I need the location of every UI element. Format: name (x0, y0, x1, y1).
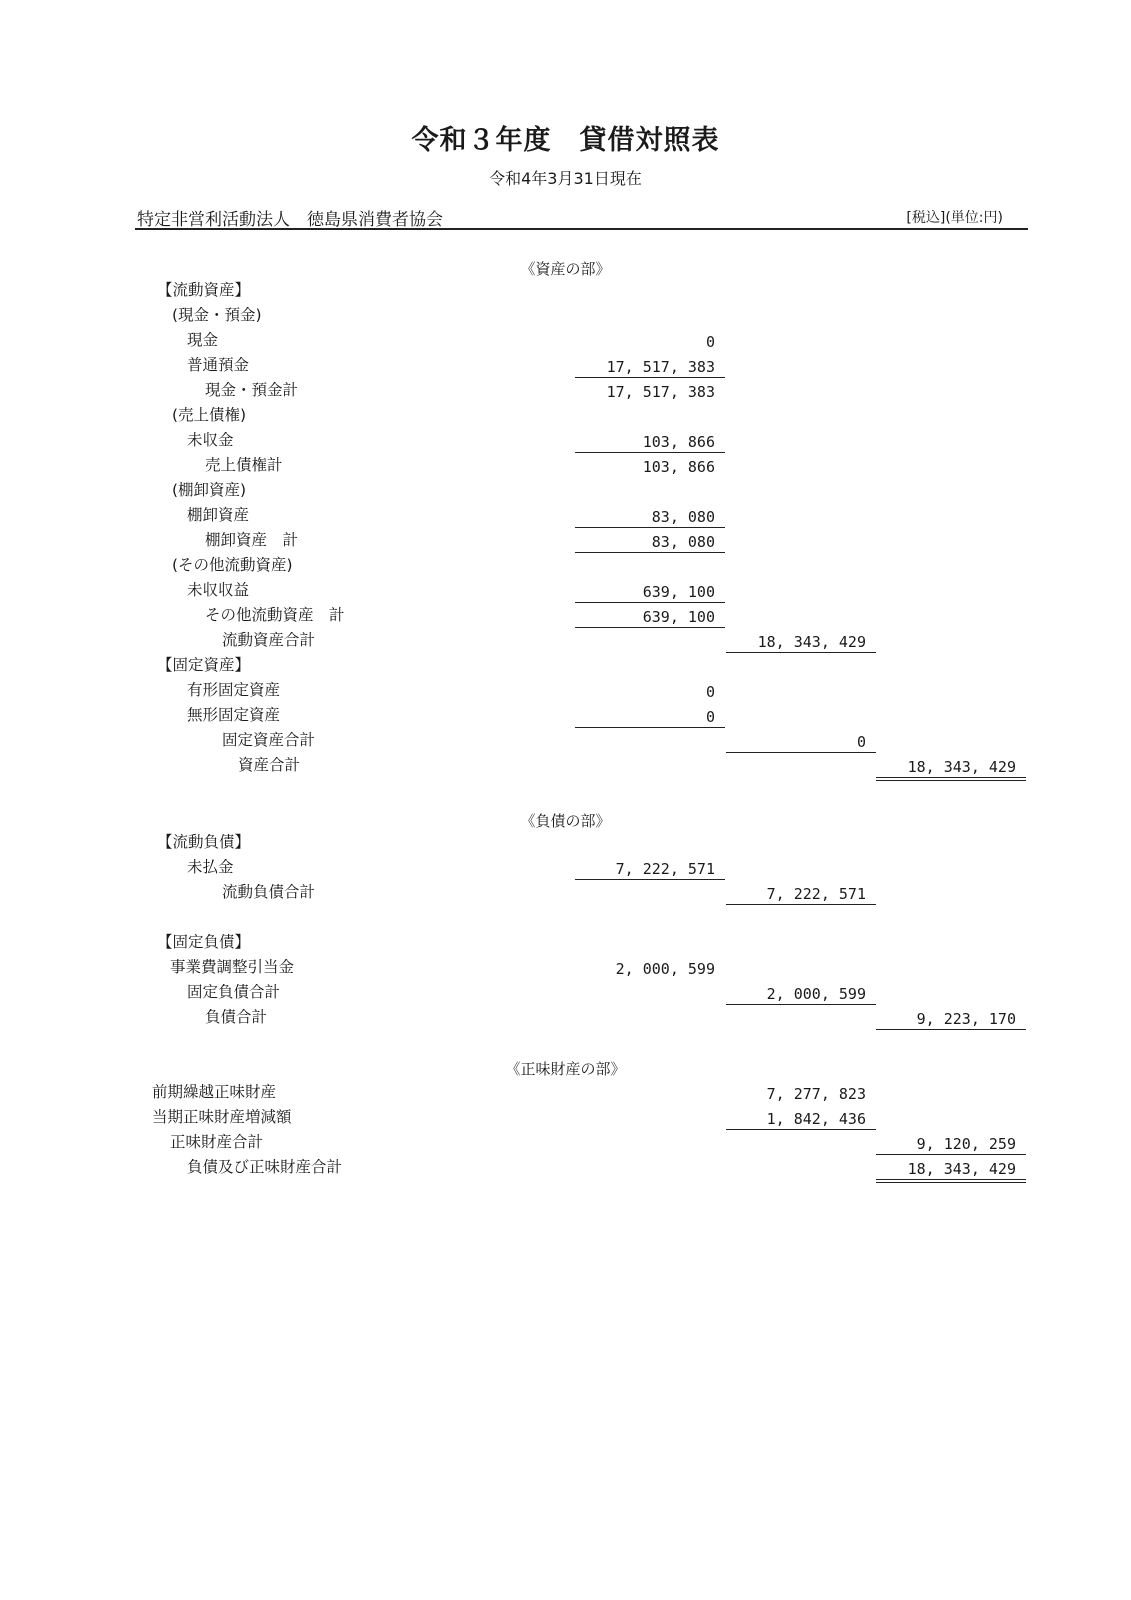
underline (575, 627, 725, 628)
fixed-liabilities-total-value: 2, 000, 599 (766, 985, 866, 1003)
assets-total-label: 資産合計 (238, 756, 301, 774)
grand-total-value: 18, 343, 429 (907, 1160, 1016, 1178)
liabilities-total-label: 負債合計 (205, 1008, 268, 1026)
underline (575, 879, 725, 880)
cash-value: 0 (705, 333, 715, 351)
underline (575, 452, 725, 453)
fixed-liabilities-total-label: 固定負債合計 (187, 983, 281, 1001)
net-assets-change-value: 1, 842, 436 (766, 1110, 866, 1128)
deposit-value: 17, 517, 383 (606, 358, 715, 376)
current-liabilities-total-label: 流動負債合計 (222, 883, 316, 901)
inventory-total-value: 83, 080 (651, 533, 715, 551)
fixed-assets-total-value: 0 (856, 733, 866, 751)
assets-section-title: 《資産の部》 (520, 260, 611, 278)
liabilities-section-title: 《負債の部》 (520, 812, 611, 830)
underline (726, 1129, 876, 1130)
organization-name: 特定非営利活動法人 徳島県消費者協会 (137, 210, 443, 230)
underline (575, 727, 725, 728)
current-assets-total-label: 流動資産合計 (222, 631, 316, 649)
underline (726, 1004, 876, 1005)
reserve-value: 2, 000, 599 (615, 960, 715, 978)
cash-label: 現金 (187, 331, 219, 349)
receivables-group-label: (売上債権) (172, 406, 247, 424)
current-liabilities-heading: 【流動負債】 (157, 833, 251, 851)
grand-total-label: 負債及び正味財産合計 (187, 1158, 343, 1176)
underline (876, 1029, 1026, 1030)
net-assets-total-value: 9, 120, 259 (916, 1135, 1016, 1153)
underline (575, 527, 725, 528)
underline (726, 652, 876, 653)
double-underline (876, 1179, 1026, 1183)
current-assets-total-value: 18, 343, 429 (757, 633, 866, 651)
underline (575, 552, 725, 553)
inventory-label: 棚卸資産 (187, 506, 250, 524)
inventory-total-label: 棚卸資産 計 (205, 531, 299, 549)
accrued-value: 103, 866 (642, 433, 715, 451)
inventory-value: 83, 080 (651, 508, 715, 526)
assets-total-value: 18, 343, 429 (907, 758, 1016, 776)
cash-total-label: 現金・預金計 (205, 381, 299, 399)
payable-value: 7, 222, 571 (615, 860, 715, 878)
other-current-group-label: (その他流動資産) (172, 556, 293, 574)
accrued-revenue-value: 639, 100 (642, 583, 715, 601)
as-of-date: 令和4年3月31日現在 (489, 169, 642, 188)
reserve-label: 事業費調整引当金 (170, 958, 295, 976)
underline (575, 377, 725, 378)
accrued-label: 未収金 (187, 431, 234, 449)
other-current-total-value: 639, 100 (642, 608, 715, 626)
fixed-assets-total-label: 固定資産合計 (222, 731, 316, 749)
underline (726, 904, 876, 905)
accrued-revenue-label: 未収収益 (187, 581, 250, 599)
intangible-assets-value: 0 (705, 708, 715, 726)
document-title: 令和３年度 貸借対照表 (411, 125, 720, 156)
unit-note: [税込](単位:円) (906, 210, 1003, 226)
underline (726, 752, 876, 753)
net-assets-change-label: 当期正味財産増減額 (152, 1108, 292, 1126)
double-underline (876, 777, 1026, 781)
payable-label: 未払金 (187, 858, 234, 876)
net-assets-section-title: 《正味財産の部》 (505, 1060, 626, 1078)
tangible-assets-value: 0 (705, 683, 715, 701)
header-rule (135, 228, 1028, 230)
other-current-total-label: その他流動資産 計 (205, 606, 345, 624)
deposit-label: 普通預金 (187, 356, 250, 374)
receivables-total-label: 売上債権計 (205, 456, 283, 474)
fixed-assets-heading: 【固定資産】 (157, 656, 251, 674)
prior-net-assets-label: 前期繰越正味財産 (152, 1083, 277, 1101)
fixed-liabilities-heading: 【固定負債】 (157, 933, 251, 951)
underline (575, 602, 725, 603)
inventory-group-label: (棚卸資産) (172, 481, 247, 499)
liabilities-total-value: 9, 223, 170 (916, 1010, 1016, 1028)
net-assets-total-label: 正味財産合計 (170, 1133, 264, 1151)
tangible-assets-label: 有形固定資産 (187, 681, 281, 699)
current-assets-heading: 【流動資産】 (157, 281, 251, 299)
underline (876, 1154, 1026, 1155)
intangible-assets-label: 無形固定資産 (187, 706, 281, 724)
receivables-total-value: 103, 866 (642, 458, 715, 476)
cash-total-value: 17, 517, 383 (606, 383, 715, 401)
current-liabilities-total-value: 7, 222, 571 (766, 885, 866, 903)
prior-net-assets-value: 7, 277, 823 (766, 1085, 866, 1103)
cash-group-label: (現金・預金) (172, 306, 262, 324)
